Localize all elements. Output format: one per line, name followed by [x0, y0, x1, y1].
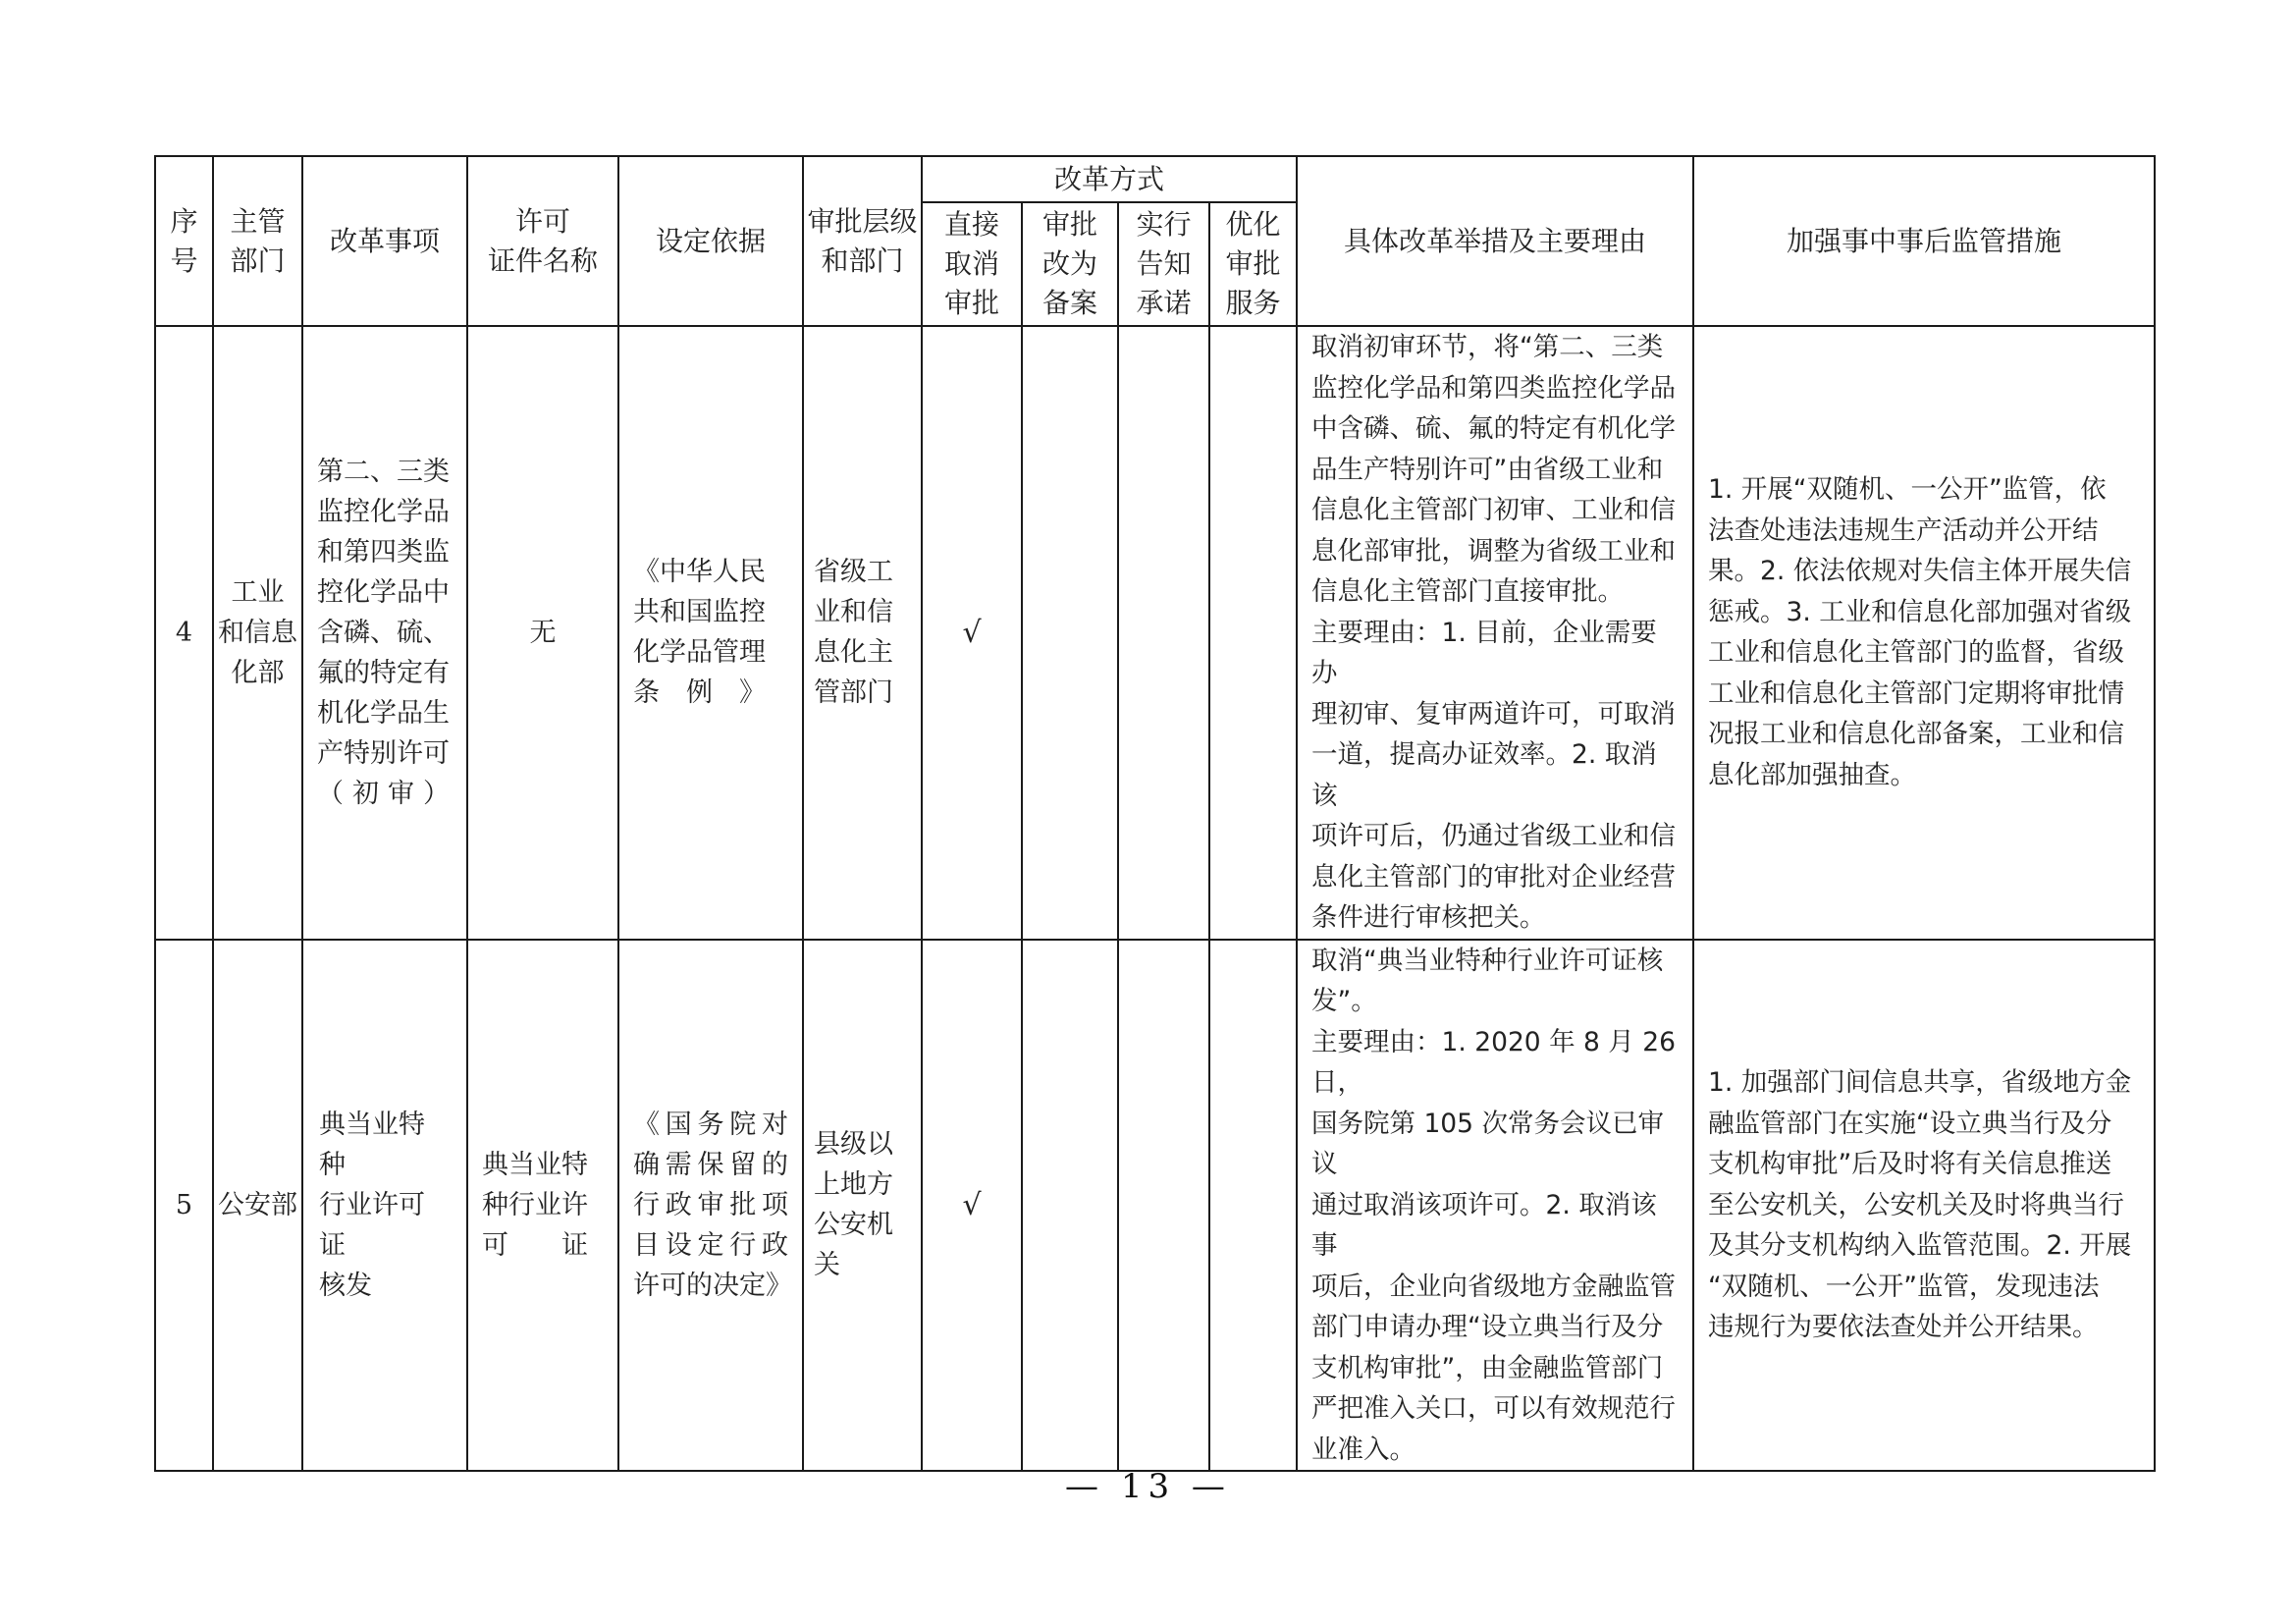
row-record-mark	[1022, 940, 1118, 1472]
header-measures: 具体改革举措及主要理由	[1297, 156, 1693, 326]
header-seq: 序 号	[155, 156, 213, 326]
row-license: 无	[467, 326, 618, 940]
header-dept: 主管 部门	[213, 156, 302, 326]
header-method-record: 审批 改为 备案	[1022, 202, 1118, 326]
row-item: 第二、三类 监控化学品 和第四类监 控化学品中 含磷、硫、 氟的特定有 机化学品生 产特别许可 （初审）	[302, 326, 467, 940]
row-supervision: 1. 开展“双随机、一公开”监管，依 法查处违法违规生产活动并公开结 果。2. 依法依规对失信主体开展失信 惩戒。3. 工业和信息化部加强对省级 工业和信息化主管部门的监督，省级 工业和信息化主管部门定期将审批情 况报工业和信息化部备案，工业和信 息化部加强抽查。	[1693, 326, 2155, 940]
row-notify-mark	[1118, 940, 1209, 1472]
header-basis: 设定依据	[618, 156, 803, 326]
header-item: 改革事项	[302, 156, 467, 326]
header-method-group: 改革方式	[922, 156, 1297, 202]
row-dept: 工业 和信息 化部	[213, 326, 302, 940]
row-license: 典当业特 种行业许 可证	[467, 940, 618, 1472]
table-row	[155, 940, 2155, 1472]
header-method-optimize: 优化 审批 服务	[1209, 202, 1297, 326]
header-license: 许可 证件名称	[467, 156, 618, 326]
row-basis: 《国务院对 确需保留的 行政审批项 目设定行政 许可的决定》	[618, 940, 803, 1472]
row-seq: 4	[155, 326, 213, 940]
header-row-top	[155, 156, 2155, 202]
header-level: 审批层级 和部门	[803, 156, 922, 326]
row-optimize-mark	[1209, 940, 1297, 1472]
page-number: — 13 —	[1065, 1467, 1231, 1506]
row-basis: 《中华人民 共和国监控 化学品管理 条例》	[618, 326, 803, 940]
table-row	[155, 326, 2155, 940]
row-measures: 取消初审环节，将“第二、三类 监控化学品和第四类监控化学品 中含磷、硫、氟的特定有机化学 品生产特别许可”由省级工业和 信息化主管部门初审、工业和信 息化部审批，调整为省级工业和 信息化主管部门直接审批。 主要理由：1. 目前，企业需要办 理初审、复审两道许可，可取消 一道，提高办证效率。2. 取消该 项许可后，仍通过省级工业和信 息化主管部门的审批对企业经营 条件进行审核把关。	[1297, 326, 1693, 940]
header-method-cancel: 直接 取消 审批	[922, 202, 1022, 326]
row-measures: 取消“典当业特种行业许可证核 发”。 主要理由：1. 2020 年 8 月 26 日， 国务院第 105 次常务会议已审议 通过取消该项许可。2. 取消该事 项后，企业向省级地方金融监管 部门申请办理“设立典当行及分 支机构审批”，由金融监管部门 严把准入关口，可以有效规范行 业准入。	[1297, 940, 1693, 1472]
row-notify-mark	[1118, 326, 1209, 940]
row-level: 省级工 业和信 息化主 管部门	[803, 326, 922, 940]
row-level: 县级以 上地方 公安机 关	[803, 940, 922, 1472]
reform-table	[154, 155, 2156, 1472]
row-cancel-mark: √	[922, 326, 1022, 940]
header-supervision: 加强事中事后监管措施	[1693, 156, 2155, 326]
row-item: 典当业特种 行业许可证 核发	[302, 940, 467, 1472]
row-record-mark	[1022, 326, 1118, 940]
row-cancel-mark: √	[922, 940, 1022, 1472]
row-dept: 公安部	[213, 940, 302, 1472]
row-seq: 5	[155, 940, 213, 1472]
row-optimize-mark	[1209, 326, 1297, 940]
header-method-notify: 实行 告知 承诺	[1118, 202, 1209, 326]
row-supervision: 1. 加强部门间信息共享，省级地方金 融监管部门在实施“设立典当行及分 支机构审批”后及时将有关信息推送 至公安机关，公安机关及时将典当行 及其分支机构纳入监管范围。2. 开展 “双随机、一公开”监管，发现违法 违规行为要依法查处并公开结果。	[1693, 940, 2155, 1472]
